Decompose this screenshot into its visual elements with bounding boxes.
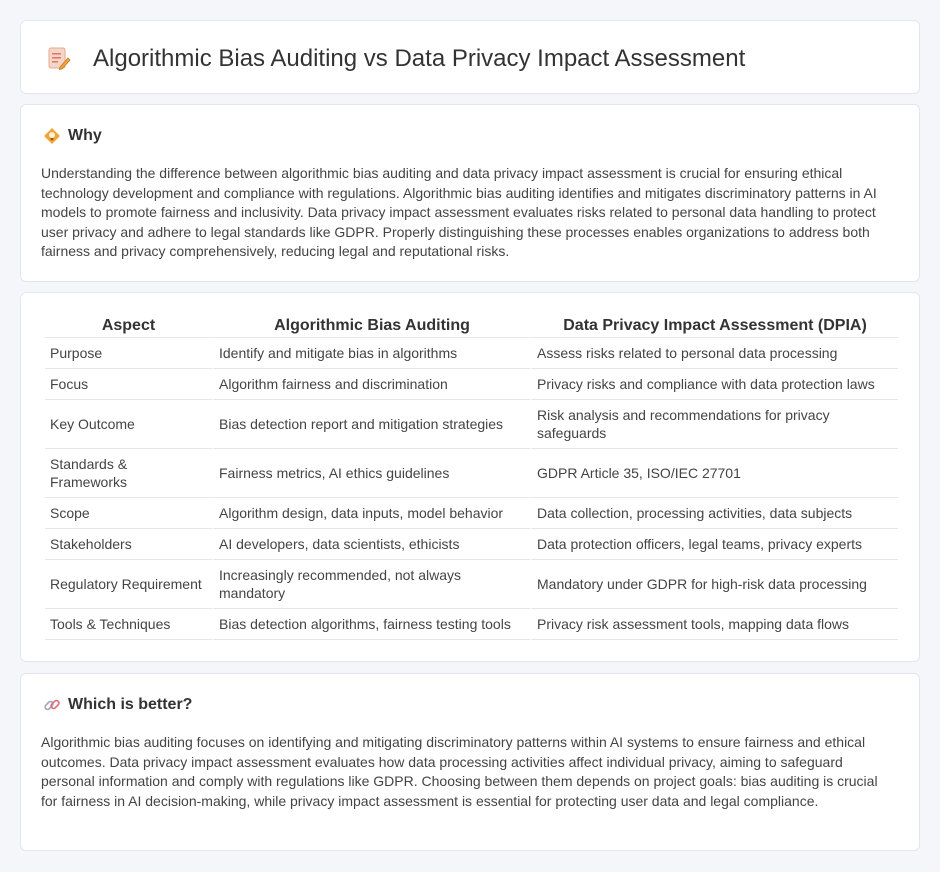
lightbulb-diamond-icon: [43, 127, 61, 145]
page-title: Algorithmic Bias Auditing vs Data Privacy Impact Assessment: [93, 45, 746, 72]
aspect-cell: Focus: [45, 369, 212, 400]
which-is-better-card: [20, 673, 920, 851]
comparison-table: [45, 317, 898, 640]
title-row: [47, 45, 745, 73]
table-header-row: [45, 317, 898, 338]
dpia-cell: GDPR Article 35, ISO/IEC 27701: [530, 449, 898, 498]
dpia-cell: Data protection officers, legal teams, privacy experts: [530, 529, 898, 560]
better-header: [43, 696, 192, 714]
bias-cell: AI developers, data scientists, ethicists: [212, 529, 530, 560]
better-title: Which is better?: [68, 696, 193, 713]
dpia-cell: Assess risks related to personal data processing: [530, 338, 898, 369]
better-text: Algorithmic bias auditing focuses on identifying and mitigating discriminatory patterns within AI systems to ensure fairness and ethical outcomes. Data privacy impact assessment evaluates how data processing activities affect individual privacy, aiming to safeguard personal information and comply with regulations like GDPR. Choosing between them depends on project goals: bias auditing is crucial for fairness in AI decision-making, while privacy impact assessment is essential for protecting user data and legal compliance.: [41, 734, 878, 809]
comparison-table-card: [20, 292, 920, 662]
table-row: [45, 609, 898, 640]
table-row: [45, 560, 898, 609]
aspect-cell: Scope: [45, 498, 212, 529]
table-row: [45, 529, 898, 560]
aspect-cell: Purpose: [45, 338, 212, 369]
header-aspect: Aspect: [45, 317, 212, 338]
bias-cell: Fairness metrics, AI ethics guidelines: [212, 449, 530, 498]
bias-cell: Identify and mitigate bias in algorithms: [212, 338, 530, 369]
bias-cell: Bias detection algorithms, fairness testing tools: [212, 609, 530, 640]
table-row: [45, 449, 898, 498]
why-text: Understanding the difference between algorithmic bias auditing and data privacy impact assessment is crucial for ensuring ethical technology development and compliance with regulations. Algorithmic bias auditing identifies and mitigates discriminatory patterns in AI models to promote fairness and inclusivity. Data privacy impact assessment evaluates risks related to personal data handling to protect user privacy and adhere to legal standards like GDPR. Properly distinguishing these processes enables organizations to address both fairness and privacy comprehensively, reducing legal and reputational risks.: [41, 165, 877, 260]
why-title: Why: [68, 127, 102, 144]
aspect-cell: Regulatory Requirement: [45, 560, 212, 609]
link-icon: [43, 696, 61, 714]
table-row: [45, 498, 898, 529]
dpia-cell: Data collection, processing activities, data subjects: [530, 498, 898, 529]
aspect-cell: Key Outcome: [45, 400, 212, 449]
dpia-cell: Privacy risk assessment tools, mapping data flows: [530, 609, 898, 640]
aspect-cell: Standards & Frameworks: [45, 449, 212, 498]
bias-cell: Algorithm fairness and discrimination: [212, 369, 530, 400]
bias-cell: Increasingly recommended, not always mandatory: [212, 560, 530, 609]
table-row: [45, 369, 898, 400]
aspect-cell: Tools & Techniques: [45, 609, 212, 640]
document-edit-icon: [47, 46, 71, 72]
why-header: [43, 127, 102, 145]
table-row: [45, 338, 898, 369]
dpia-cell: Risk analysis and recommendations for privacy safeguards: [530, 400, 898, 449]
bias-cell: Algorithm design, data inputs, model behavior: [212, 498, 530, 529]
dpia-cell: Mandatory under GDPR for high-risk data processing: [530, 560, 898, 609]
header-dpia: Data Privacy Impact Assessment (DPIA): [530, 317, 898, 338]
bias-cell: Bias detection report and mitigation strategies: [212, 400, 530, 449]
why-card: [20, 104, 920, 282]
header-bias-auditing: Algorithmic Bias Auditing: [212, 317, 530, 338]
table-row: [45, 400, 898, 449]
aspect-cell: Stakeholders: [45, 529, 212, 560]
dpia-cell: Privacy risks and compliance with data protection laws: [530, 369, 898, 400]
header-card: [20, 20, 920, 94]
